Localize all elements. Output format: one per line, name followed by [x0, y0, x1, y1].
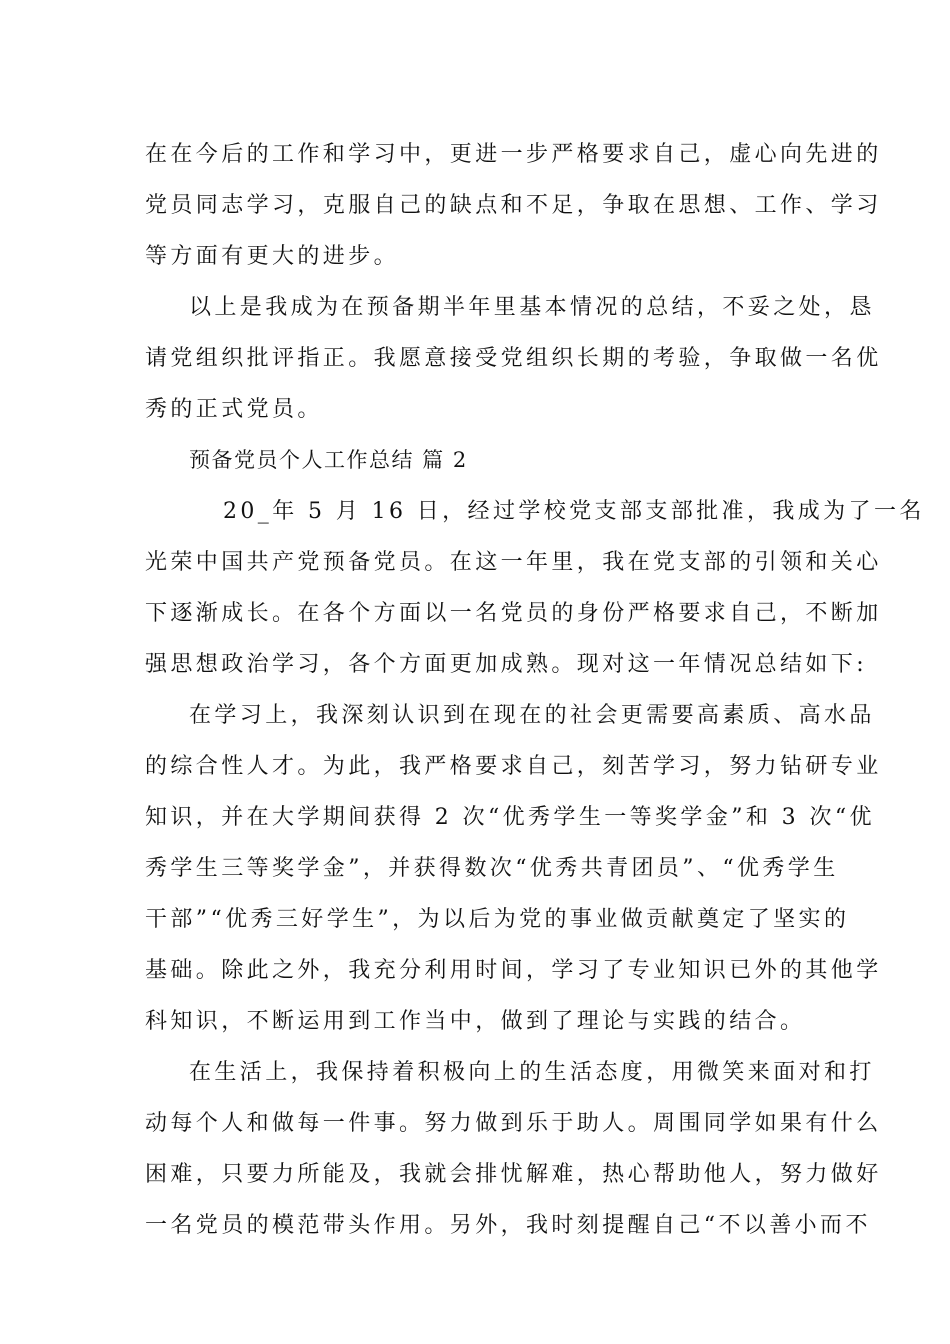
text-line: 干部”“优秀三好学生”，为以后为党的事业做贡献奠定了坚实的 — [145, 907, 850, 932]
text-line: 强思想政治学习，各个方面更加成熟。现对这一年情况总结如下: — [145, 652, 868, 677]
text-line: 科知识，不断运用到工作当中，做到了理论与实践的结合。 — [145, 1009, 806, 1034]
text-line: 在在今后的工作和学习中，更进一步严格要求自己，虚心向先进的 — [145, 142, 882, 167]
text-line: 秀学生三等奖学金”，并获得数次“优秀共青团员”、“优秀学生 — [145, 856, 839, 881]
text-line: 下逐渐成长。在各个方面以一名党员的身份严格要求自己，不断加 — [145, 601, 882, 626]
text-line: 动每个人和做每一件事。努力做到乐于助人。周围同学如果有什么 — [145, 1111, 882, 1136]
text-line: 党员同志学习，克服自己的缺点和不足，争取在思想、工作、学习 — [145, 193, 882, 218]
section-heading: 预备党员个人工作总结 篇 2 — [189, 448, 468, 472]
text-line: 光荣中国共产党预备党员。在这一年里，我在党支部的引领和关心 — [145, 550, 882, 575]
text-line: 秀的正式党员。 — [145, 397, 323, 422]
paragraph-first-line: 以上是我成为在预备期半年里基本情况的总结，不妥之处，恳 — [189, 295, 875, 320]
paragraph-first-line: 在生活上，我保持着积极向上的生活态度，用微笑来面对和打 — [189, 1060, 875, 1085]
text-line: 知识，并在大学期间获得 2 次“优秀学生一等奖学金”和 3 次“优 — [145, 805, 875, 830]
document-body — [145, 129, 925, 1251]
text-line: 的综合性人才。为此，我严格要求自己，刻苦学习，努力钻研专业 — [145, 754, 882, 779]
text-line: 基础。除此之外，我充分利用时间，学习了专业知识已外的其他学 — [145, 958, 882, 983]
text-line: 请党组织批评指正。我愿意接受党组织长期的考验，争取做一名优 — [145, 346, 882, 371]
paragraph-first-line: 在学习上，我深刻认识到在现在的社会更需要高素质、高水品 — [189, 703, 875, 728]
text-line: 一名党员的模范带头作用。另外，我时刻提醒自己“不以善小而不 — [145, 1213, 871, 1238]
text-line: 困难，只要力所能及，我就会排忧解难，热心帮助他人，努力做好 — [145, 1162, 882, 1187]
text-line: 等方面有更大的进步。 — [145, 244, 400, 269]
paragraph-first-line: 20_年 5 月 16 日，经过学校党支部支部批准，我成为了一名 — [223, 499, 925, 524]
